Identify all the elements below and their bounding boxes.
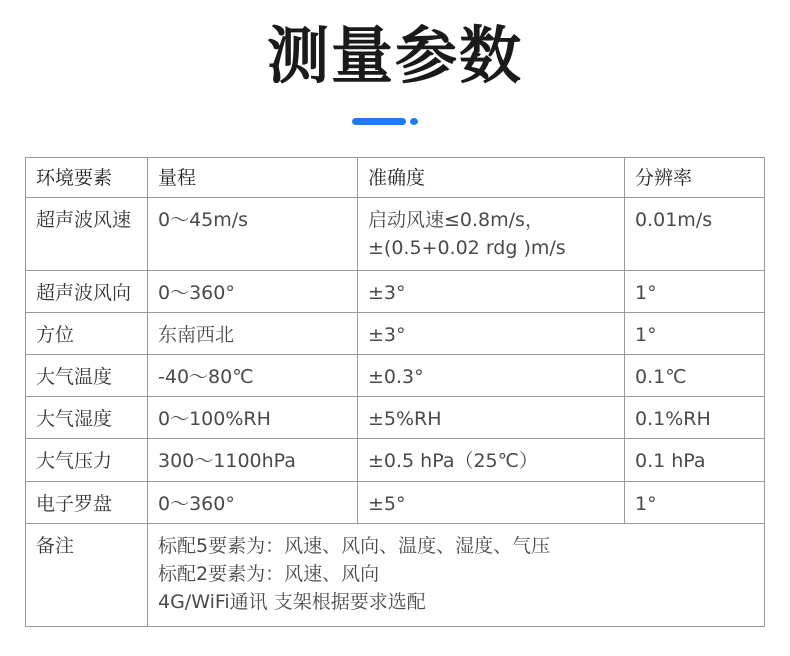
table-row: [26, 355, 765, 397]
note-line: 标配2要素为：风速、风向: [158, 563, 380, 585]
row-range: 0～360°: [148, 482, 358, 524]
row-element: 超声波风向: [26, 271, 148, 313]
row-accuracy: ±0.5 hPa（25℃）: [358, 439, 625, 482]
note-label: 备注: [26, 524, 148, 627]
row-element: 超声波风速: [26, 198, 148, 271]
row-accuracy: [358, 198, 625, 271]
row-accuracy-line: 启动风速≤0.8m/s，: [368, 209, 544, 231]
row-accuracy: ±5°: [358, 482, 625, 524]
row-resolution: 1°: [625, 482, 765, 524]
row-accuracy: ±3°: [358, 313, 625, 355]
row-element: 方位: [26, 313, 148, 355]
header-accuracy: 准确度: [358, 158, 625, 198]
row-element: 大气温度: [26, 355, 148, 397]
row-element: 大气湿度: [26, 397, 148, 439]
note-line: 标配5要素为：风速、风向、温度、湿度、气压: [158, 535, 551, 557]
row-element: 电子罗盘: [26, 482, 148, 524]
table-row: [26, 313, 765, 355]
row-resolution: 0.1℃: [625, 355, 765, 397]
title-accent-bar: [352, 118, 406, 125]
page-title: 测量参数: [266, 19, 523, 92]
measurement-parameters-table: [25, 157, 765, 627]
row-accuracy-line: ±(0.5+0.02 rdg )m/s: [368, 237, 566, 259]
title-accent-dot: [410, 118, 418, 125]
row-range: 0～100%RH: [148, 397, 358, 439]
table-row: [26, 439, 765, 482]
note-line: 4G/WiFi通讯 支架根据要求选配: [158, 591, 426, 613]
row-resolution: 0.1 hPa: [625, 439, 765, 482]
header-element: 环境要素: [26, 158, 148, 198]
row-range: 0～360°: [148, 271, 358, 313]
header-resolution: 分辨率: [625, 158, 765, 198]
table-row: [26, 271, 765, 313]
row-resolution: 0.01m/s: [625, 198, 765, 271]
row-accuracy: ±3°: [358, 271, 625, 313]
header-range: 量程: [148, 158, 358, 198]
row-resolution: 1°: [625, 271, 765, 313]
row-resolution: 1°: [625, 313, 765, 355]
row-range: 300～1100hPa: [148, 439, 358, 482]
table-row: [26, 482, 765, 524]
table-row: [26, 198, 765, 271]
row-range: -40～80℃: [148, 355, 358, 397]
row-range: 东南西北: [148, 313, 358, 355]
row-range: 0～45m/s: [148, 198, 358, 271]
table-header-row: [26, 158, 765, 198]
note-content: [148, 524, 765, 627]
row-element: 大气压力: [26, 439, 148, 482]
table-row-note: [26, 524, 765, 627]
row-resolution: 0.1%RH: [625, 397, 765, 439]
row-accuracy: ±0.3°: [358, 355, 625, 397]
row-accuracy: ±5%RH: [358, 397, 625, 439]
table-row: [26, 397, 765, 439]
